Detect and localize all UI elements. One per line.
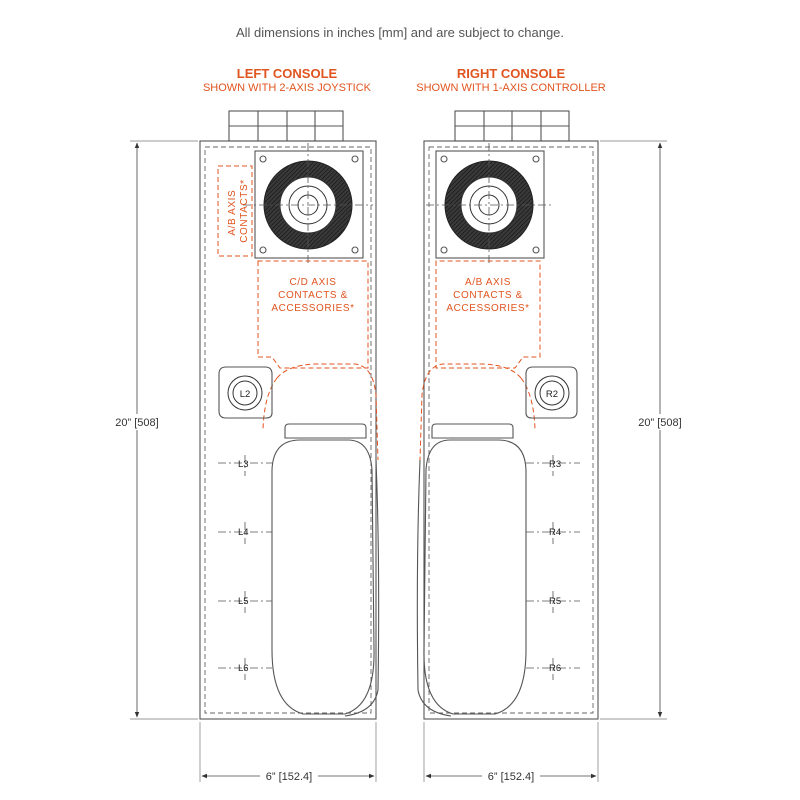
right-width-dimension [424, 722, 598, 784]
right-position-r2-label: R2 [545, 389, 559, 400]
right-console [416, 66, 689, 784]
left-position-marker [218, 591, 272, 613]
left-position-marker [218, 658, 272, 680]
right-ab-axis-zone [436, 261, 540, 368]
left-position-l4-label: L4 [238, 527, 249, 538]
right-position-r6-label: R6 [549, 663, 562, 674]
dimensions-note: All dimensions in inches [mm] and are subject to change. [235, 25, 565, 40]
left-console [108, 66, 379, 784]
right-ab-axis-label-line1: A/B AXIS [465, 277, 511, 288]
left-armrest [272, 424, 379, 716]
left-position-marker [218, 455, 272, 476]
right-position-marker [526, 658, 580, 680]
left-cd-axis-label-line3: ACCESSORIES* [271, 303, 355, 314]
left-position-l6-label: L6 [238, 663, 249, 674]
left-top-connector [229, 111, 343, 141]
right-top-connector [455, 111, 569, 141]
right-height-dimension-label: 20” [508] [638, 417, 682, 429]
left-position-markers [218, 455, 272, 680]
svg-text:A/B AXIS CONTACTS* [227, 179, 250, 243]
left-height-dimension [108, 141, 198, 719]
left-joystick [243, 143, 373, 266]
left-cd-axis-label-line2: CONTACTS & [278, 290, 348, 301]
left-position-l5-label: L5 [238, 596, 249, 607]
left-ab-axis-label-line2: CONTACTS* [239, 179, 250, 243]
right-console-title: RIGHT CONSOLE [456, 66, 566, 81]
right-position-r4-label: R4 [549, 527, 562, 538]
right-position-r3-label: R3 [549, 459, 562, 470]
left-position-l2-label: L2 [239, 389, 251, 400]
right-controller [426, 143, 554, 266]
right-position-marker [526, 522, 580, 544]
right-ab-axis-label-line3: ACCESSORIES* [446, 303, 530, 314]
left-connector-l2 [219, 367, 272, 418]
left-position-l3-label: L3 [238, 459, 249, 470]
left-width-dimension [200, 722, 376, 784]
left-cd-axis-zone [258, 261, 368, 368]
left-console-title: LEFT CONSOLE [236, 66, 338, 81]
right-position-marker [526, 591, 580, 613]
right-position-markers [526, 455, 580, 680]
left-height-dimension-label: 20” [508] [115, 417, 159, 429]
left-cd-axis-label-line1: C/D AXIS [289, 277, 337, 288]
left-ab-axis-label-line1: A/B AXIS [227, 189, 238, 236]
right-height-dimension [600, 141, 689, 719]
left-width-dimension-label: 6” [152.4] [265, 771, 313, 783]
left-position-marker [218, 522, 272, 544]
left-ab-axis-zone [218, 166, 252, 256]
right-armrest [417, 424, 526, 716]
right-position-r5-label: R5 [549, 596, 562, 607]
left-console-subtitle: SHOWN WITH 2-AXIS JOYSTICK [202, 82, 372, 94]
right-ab-axis-label-line2: CONTACTS & [453, 290, 523, 301]
right-width-dimension-label: 6” [152.4] [487, 771, 535, 783]
right-console-subtitle: SHOWN WITH 1-AXIS CONTROLLER [416, 82, 606, 94]
right-position-marker [526, 455, 580, 476]
